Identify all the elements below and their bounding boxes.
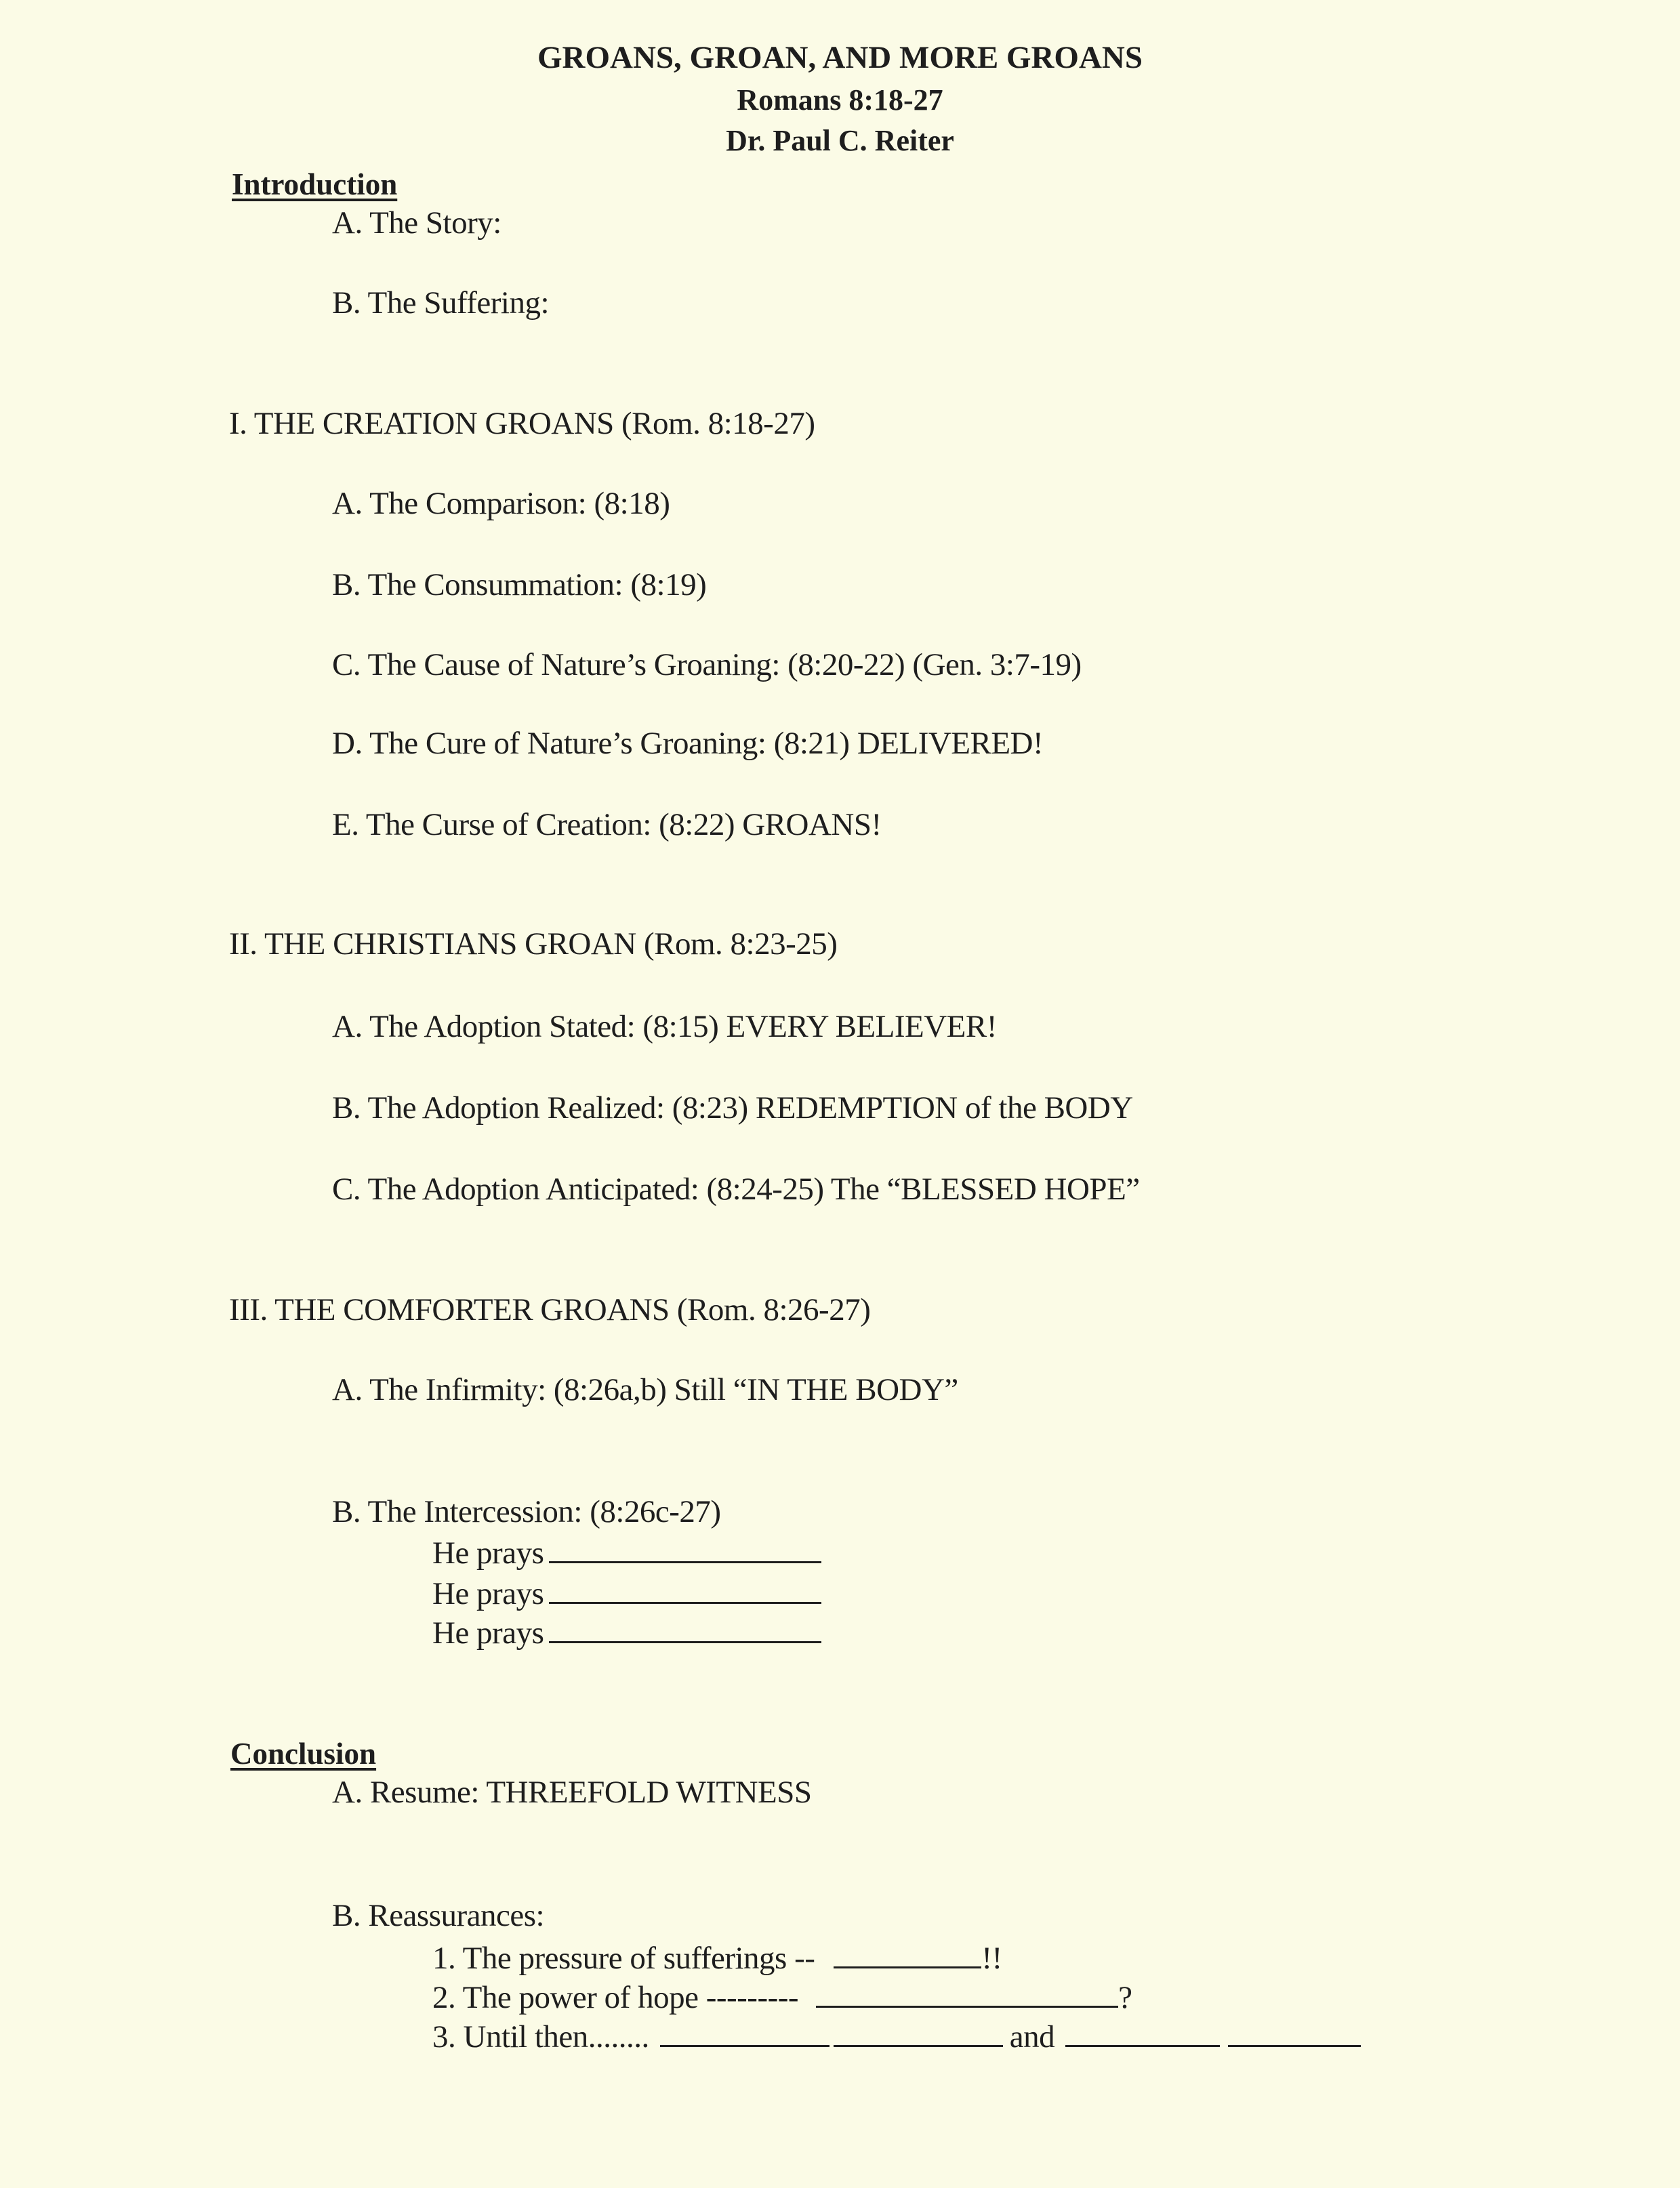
section-2-item-c: C. The Adoption Anticipated: (8:24-25) The “BLESSED HOPE” — [332, 1172, 1140, 1207]
reassurance-1-end: !! — [981, 1941, 1002, 1976]
fill-in-blank — [1228, 2017, 1361, 2047]
reassurance-2-end: ? — [1118, 1980, 1132, 2015]
section-1-item-b: B. The Consummation: (8:19) — [332, 567, 707, 602]
conclusion-item-b: B. Reassurances: — [332, 1898, 545, 1933]
section-1-item-d: D. The Cure of Nature’s Groaning: (8:21) DELIVERED! — [332, 726, 1044, 761]
he-prays-line — [432, 1613, 821, 1651]
fill-in-blank — [816, 1977, 1118, 2008]
fill-in-blank — [549, 1613, 821, 1643]
reassurance-3 — [432, 2017, 1361, 2055]
fill-in-blank — [834, 2017, 1003, 2047]
document-title: GROANS, GROAN, AND MORE GROANS — [537, 40, 1143, 75]
section-3-item-b: B. The Intercession: (8:26c-27) — [332, 1494, 721, 1529]
conclusion-item-a: A. Resume: THREEFOLD WITNESS — [332, 1775, 812, 1810]
section-2-item-b: B. The Adoption Realized: (8:23) REDEMPTION of the BODY — [332, 1090, 1133, 1126]
he-prays-line — [432, 1533, 821, 1571]
section-3-heading: III. THE COMFORTER GROANS (Rom. 8:26-27) — [229, 1292, 871, 1327]
reassurance-3-text: 3. Until then........ — [432, 2019, 649, 2055]
he-prays-label: He prays — [432, 1535, 544, 1571]
he-prays-label: He prays — [432, 1576, 544, 1611]
section-2-heading: II. THE CHRISTIANS GROAN (Rom. 8:23-25) — [229, 926, 838, 962]
fill-in-blank — [1065, 2017, 1220, 2047]
intro-item-b: B. The Suffering: — [332, 285, 550, 321]
reassurance-1 — [432, 1938, 1002, 1977]
reassurance-2 — [432, 1977, 1132, 2016]
introduction-heading: Introduction — [232, 167, 398, 201]
section-1-item-a: A. The Comparison: (8:18) — [332, 486, 670, 521]
author-name: Dr. Paul C. Reiter — [726, 124, 954, 157]
fill-in-blank — [549, 1533, 821, 1563]
section-1-heading: I. THE CREATION GROANS (Rom. 8:18-27) — [229, 406, 815, 441]
reassurance-1-text: 1. The pressure of sufferings -- — [432, 1941, 815, 1976]
he-prays-label: He prays — [432, 1615, 544, 1651]
reassurance-3-and: and — [1009, 2019, 1055, 2055]
fill-in-blank — [834, 1938, 981, 1968]
section-1-item-c: C. The Cause of Nature’s Groaning: (8:20-22) (Gen. 3:7-19) — [332, 647, 1082, 682]
intro-item-a: A. The Story: — [332, 205, 501, 241]
fill-in-blank — [549, 1573, 821, 1604]
scripture-reference: Romans 8:18-27 — [737, 83, 943, 117]
conclusion-heading: Conclusion — [230, 1737, 377, 1771]
fill-in-blank — [660, 2017, 829, 2047]
he-prays-line — [432, 1573, 821, 1612]
section-3-item-a: A. The Infirmity: (8:26a,b) Still “IN THE BODY” — [332, 1372, 958, 1407]
section-2-item-a: A. The Adoption Stated: (8:15) EVERY BELIEVER! — [332, 1009, 997, 1044]
section-1-item-e: E. The Curse of Creation: (8:22) GROANS! — [332, 807, 882, 842]
reassurance-2-text: 2. The power of hope --------- — [432, 1980, 799, 2015]
